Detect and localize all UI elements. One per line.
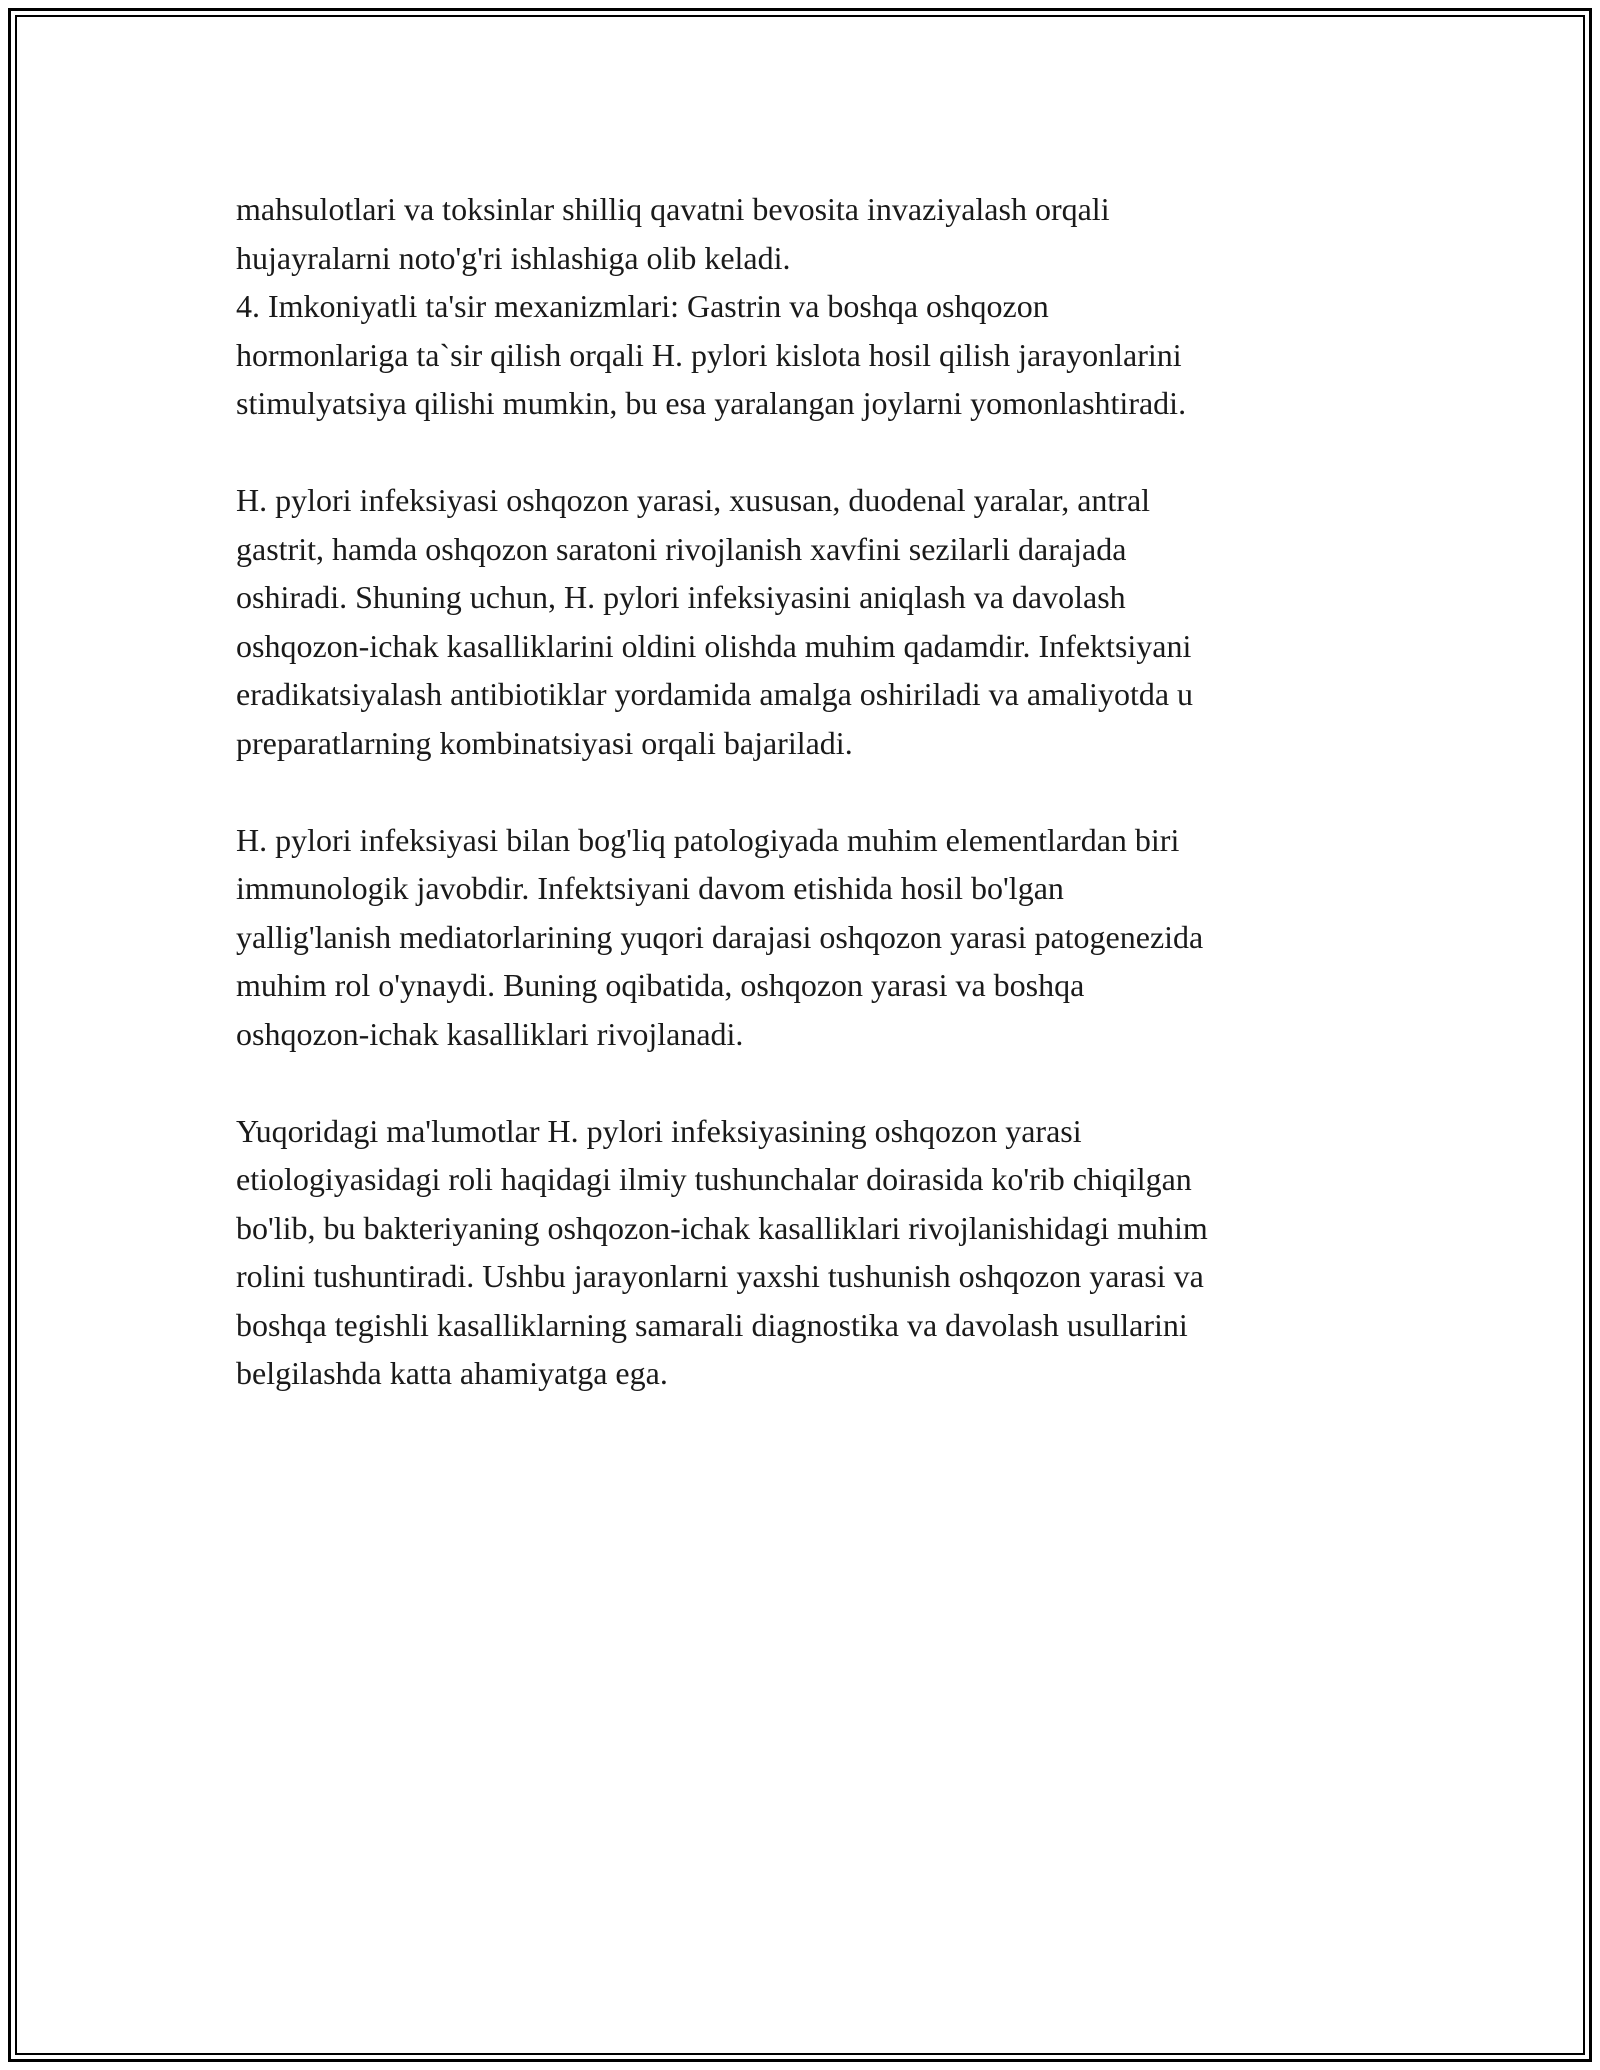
text-line: immunologik javobdir. Infektsiyani davom etishida hosil bo'lgan bbox=[236, 870, 1064, 906]
text-line: yallig'lanish mediatorlarining yuqori darajasi oshqozon yarasi patogenezida bbox=[236, 918, 1204, 955]
text-line: preparatlarning kombinatsiyasi orqali bajariladi. bbox=[236, 724, 853, 761]
text-line: mahsulotlari va toksinlar shilliq qavatni bevosita invaziyalash orqali bbox=[236, 191, 1110, 227]
text-line: H. pylori infeksiyasi oshqozon yarasi, xususan, duodenal yaralar, antral bbox=[236, 482, 1151, 518]
document-body bbox=[236, 185, 1386, 1398]
text-line: 4. Imkoniyatli ta'sir mexanizmlari: Gastrin va boshqa oshqozon bbox=[236, 288, 1049, 324]
paragraph-1 bbox=[236, 185, 1386, 428]
text-line: H. pylori infeksiyasi bilan bog'liq patologiyada muhim elementlardan biri bbox=[236, 821, 1180, 858]
text-line: gastrit, hamda oshqozon saratoni rivojlanish xavfini sezilarli darajada bbox=[236, 530, 1127, 567]
text-line: Yuqoridagi ma'lumotlar H. pylori infeksiyasining oshqozon yarasi bbox=[236, 1112, 1082, 1149]
text-line: oshiradi. Shuning uchun, H. pylori infeksiyasini aniqlash va davolash bbox=[236, 579, 1126, 615]
paragraph-gap bbox=[236, 767, 1386, 816]
text-line: eradikatsiyalash antibiotiklar yordamida amalga oshiriladi va amaliyotda u bbox=[236, 676, 1194, 712]
text-line: rolini tushuntiradi. Ushbu jarayonlarni yaxshi tushunish oshqozon yarasi va bbox=[236, 1258, 1204, 1294]
text-line: etiologiyasidagi roli haqidagi ilmiy tushunchalar doirasida ko'rib chiqilgan bbox=[236, 1161, 1192, 1197]
paragraph-3 bbox=[236, 816, 1386, 1059]
text-line: stimulyatsiya qilishi mumkin, bu esa yaralangan joylarni yomonlashtiradi. bbox=[236, 385, 1187, 421]
paragraph-gap bbox=[236, 1058, 1386, 1107]
text-line: belgilashda katta ahamiyatga ega. bbox=[236, 1355, 668, 1391]
text-line: hujayralarni noto'g'ri ishlashiga olib keladi. bbox=[236, 239, 791, 276]
paragraph-4 bbox=[236, 1107, 1386, 1398]
text-line: hormonlariga ta`sir qilish orqali H. pylori kislota hosil qilish jarayonlarini bbox=[236, 336, 1182, 373]
paragraph-gap bbox=[236, 428, 1386, 477]
text-line: boshqa tegishli kasalliklarning samarali diagnostika va davolash usullarini bbox=[236, 1306, 1188, 1343]
text-line: bo'lib, bu bakteriyaning oshqozon-ichak kasalliklari rivojlanishidagi muhim bbox=[236, 1209, 1208, 1246]
text-line: oshqozon-ichak kasalliklari rivojlanadi. bbox=[236, 1015, 744, 1052]
text-line: oshqozon-ichak kasalliklarini oldini olishda muhim qadamdir. Infektsiyani bbox=[236, 627, 1192, 664]
paragraph-2 bbox=[236, 476, 1386, 767]
text-line: muhim rol o'ynaydi. Buning oqibatida, oshqozon yarasi va boshqa bbox=[236, 967, 1085, 1003]
